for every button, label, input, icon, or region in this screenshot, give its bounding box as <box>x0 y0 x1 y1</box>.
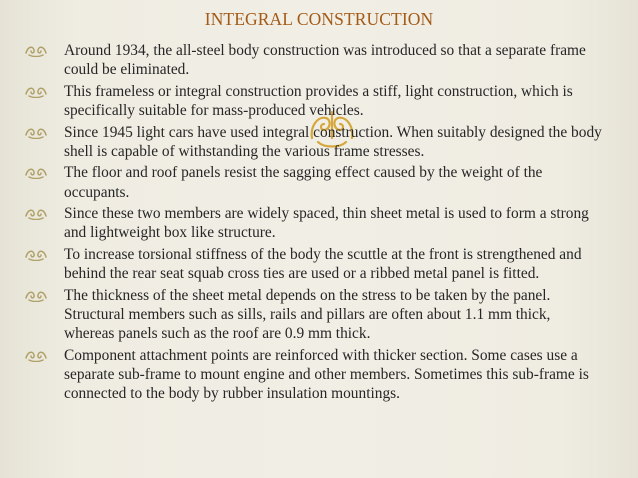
flourish-bullet-icon <box>24 349 48 362</box>
slide-title: INTEGRAL CONSTRUCTION <box>204 9 434 29</box>
bullet-text: This frameless or integral construction provides a stiff, light construction, which is specifically suitable for mass-produced vehicles. <box>64 82 573 120</box>
bullet-list <box>22 41 604 406</box>
flourish-bullet-icon <box>24 85 48 98</box>
list-item <box>22 286 604 344</box>
bullet-text: Since 1945 light cars have used integral construction. When suitably designed the body shell is capable of withstanding the various frame stresses. <box>64 123 602 160</box>
list-item <box>22 82 604 121</box>
bullet-text: The thickness of the sheet metal depends on the stress to be taken by the panel. Structural members such as sills, rails and pillars are often about 1.1 mm thick, whereas panels such as the roof are 0.9 mm thick. <box>64 286 551 343</box>
list-item <box>22 163 604 202</box>
list-item <box>22 123 604 162</box>
bullet-text: Around 1934, the all-steel body construction was introduced so that a separate frame could be eliminated. <box>64 42 586 79</box>
flourish-bullet-icon <box>24 207 48 220</box>
flourish-bullet-icon <box>24 248 48 261</box>
flourish-bullet-icon <box>24 289 48 302</box>
list-item <box>22 245 604 284</box>
list-item <box>22 346 604 404</box>
flourish-bullet-icon <box>24 166 48 179</box>
bullet-text: To increase torsional stiffness of the body the scuttle at the front is strengthened and behind the rear seat squab cross ties are used or a ribbed metal panel is fitted. <box>64 245 582 283</box>
bullet-text: The floor and roof panels resist the sagging effect caused by the weight of the occupants. <box>64 164 543 201</box>
flourish-bullet-icon <box>24 126 48 139</box>
flourish-bullet-icon <box>24 44 48 57</box>
bullet-text: Component attachment points are reinforced with thicker section. Some cases use a separate sub-frame to mount engine and other members. Sometimes this sub-frame is connected to the body by rubber insulation mountings. <box>64 346 589 403</box>
list-item <box>22 204 604 243</box>
bullet-text: Since these two members are widely spaced, thin sheet metal is used to form a strong and lightweight box like structure. <box>64 205 589 242</box>
list-item <box>22 41 604 80</box>
